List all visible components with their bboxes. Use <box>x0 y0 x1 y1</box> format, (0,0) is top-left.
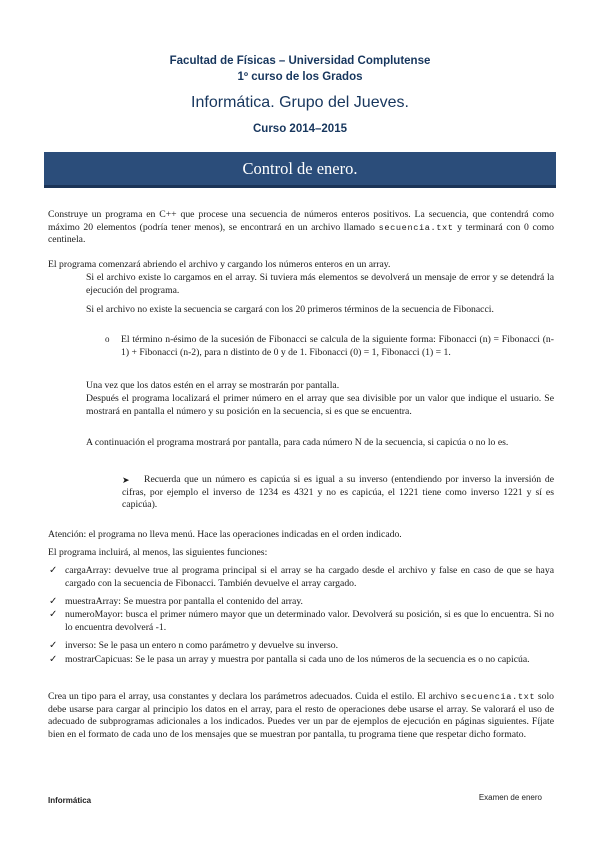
check-icon: ✓ <box>49 609 58 620</box>
footer-right: Examen de enero <box>478 793 542 802</box>
academic-year-heading: Curso 2014–2015 <box>253 123 347 135</box>
closing-text-2: solo debe usarse para cargar al principio los datos en el array, para el resto de operaciones debe usarse el array. Se valorará el uso de adecuado de subprogramas adicionales a los indicados. Puedes ver un par de ejemplos de ejecución en páginas siguientes. Fíjate bien en el formato de cada uno de los mensajes que se muestran por pantalla, tu programa tiene que respetar dicho formato. <box>48 691 554 740</box>
fibonacci-definition: El término n-ésimo de la sucesión de Fibonacci se calcula de la siguiente forma: Fibonacci (n) = Fibonacci (n-1) + Fibonacci (n-2), para n distinto de 0 y de 1. Fibonacci (0) = 1, Fibonacci (1) = 1. <box>121 334 554 358</box>
capicua-paragraph: A continuación el programa mostrará por pantalla, para cada número N de la secuencia, si capicúa o no lo es. <box>86 437 509 448</box>
circle-bullet-icon: o <box>105 334 110 344</box>
case-not-exists-paragraph: Si el archivo no existe la secuencia se cargará con los 20 primeros términos de la secuencia de Fibonacci. <box>86 304 494 315</box>
check-icon: ✓ <box>49 654 58 665</box>
capicua-note: Recuerda que un número es capicúa si es igual a su inverso (entendiendo por inverso la inversión de cifras, por ejemplo el inverso de 1234 es 4321 y no es capicúa, el 1221 tiene como inverso 1221 y sí es capicúa). <box>122 474 554 511</box>
subject-heading: Informática. Grupo del Jueves. <box>191 94 409 111</box>
page-title: Control de enero. <box>242 158 358 178</box>
course-year-heading: 1º curso de los Grados <box>237 71 363 83</box>
function-item-numeroMayor: numeroMayor: busca el primer número mayor que un determinado valor. Devolverá su posición, si es que lo encuentra. Si no lo encuentra devolverá -1. <box>65 609 554 633</box>
attention-paragraph: Atención: el programa no lleva menú. Hace las operaciones indicadas en el orden indicado. <box>48 529 402 540</box>
title-banner <box>44 152 556 188</box>
check-icon: ✓ <box>49 565 58 576</box>
intro-paragraph <box>48 209 554 247</box>
case-exists-paragraph: Si el archivo existe lo cargamos en el array. Si tuviera más elementos se devolverá un mensaje de error y se detendrá la ejecución del programa. <box>86 272 554 296</box>
function-item-cargaArray: cargaArray: devuelve true al programa principal si el array se ha cargado desde el archivo y false en caso de que se haya cargado con la secuencia de Fibonacci. También devuelve el array cargado. <box>65 565 554 589</box>
function-item-muestraArray: muestraArray: Se muestra por pantalla el contenido del array. <box>65 596 303 607</box>
locate-paragraph: Después el programa localizará el primer número en el array que sea divisible por un valor que indique el usuario. Se mostrará en pantalla el número y su posición en la secuencia, si es que se encuentra. <box>86 393 554 417</box>
intro-text-1: Construye un programa en C++ que procese una secuencia de números enteros positivos. La secuencia, que contendrá como máximo 20 elementos (podría tener menos), se encontrará en un archivo llamado <box>48 209 554 233</box>
check-icon: ✓ <box>49 596 58 607</box>
after-load-paragraph: Una vez que los datos estén en el array se mostrarán por pantalla. <box>86 380 340 391</box>
closing-filename: secuencia.txt <box>460 692 536 702</box>
arrow-bullet-icon: ➤ <box>122 475 130 485</box>
start-paragraph: El programa comenzará abriendo el archivo y cargando los números enteros en un array. <box>48 259 391 270</box>
intro-text-2: y terminará con 0 como centinela. <box>48 221 554 246</box>
check-icon: ✓ <box>49 640 58 651</box>
intro-filename: secuencia.txt <box>378 222 454 233</box>
faculty-heading: Facultad de Físicas – Universidad Complutense <box>169 55 431 67</box>
footer-left: Informática <box>48 796 92 805</box>
function-item-inverso: inverso: Se le pasa un entero n como parámetro y devuelve su inverso. <box>65 640 339 651</box>
function-item-mostrarCapicuas: mostrarCapicuas: Se le pasa un array y muestra por pantalla si cada uno de los números de la secuencia es o no capicúa. <box>65 654 530 665</box>
closing-paragraph <box>48 691 554 741</box>
functions-intro: El programa incluirá, al menos, las siguientes funciones: <box>48 547 268 558</box>
closing-text-1: Crea un tipo para el array, usa constantes y declara los parámetros adecuados. Cuida el estilo. El archivo <box>48 691 461 702</box>
